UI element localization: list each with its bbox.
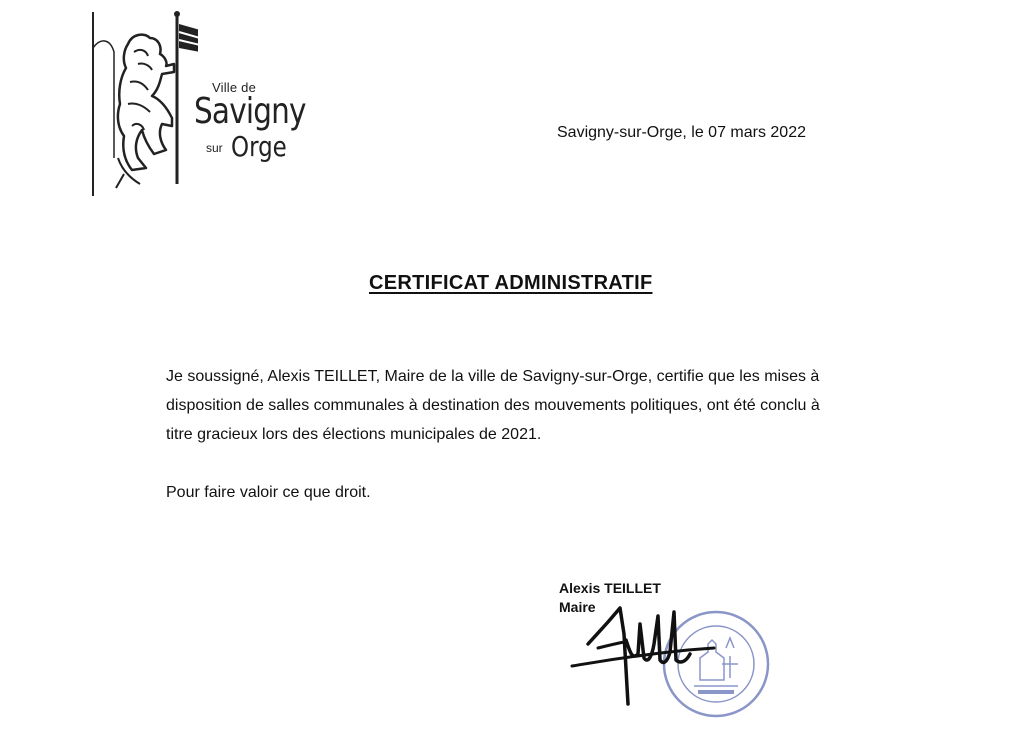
date-line: Savigny-sur-Orge, le 07 mars 2022 — [557, 124, 806, 141]
handwritten-signature — [568, 604, 718, 714]
city-logo — [88, 8, 308, 198]
body-line-1: Je soussigné, Alexis TEILLET, Maire de la ville de Savigny-sur-Orge, certifie que les mises à — [166, 368, 820, 385]
body-line-3: titre gracieux lors des élections municipales de 2021. — [166, 426, 542, 443]
certificate-body — [166, 362, 926, 449]
logo-sur: sur — [206, 141, 223, 155]
signatory-role: Maire — [559, 599, 596, 615]
logo-ville-de: Ville de — [212, 80, 257, 95]
body-line-2: disposition de salles communales à destination des mouvements politiques, ont été conclu à — [166, 397, 820, 414]
logo-savigny: Savigny — [194, 91, 306, 132]
signatory-name: Alexis TEILLET — [559, 580, 661, 596]
document-title: CERTIFICAT ADMINISTRATIF — [369, 272, 653, 294]
logo-orge: Orge — [231, 130, 287, 163]
lion-with-flag-icon — [88, 8, 198, 198]
closing-line: Pour faire valoir ce que droit. — [166, 484, 371, 501]
